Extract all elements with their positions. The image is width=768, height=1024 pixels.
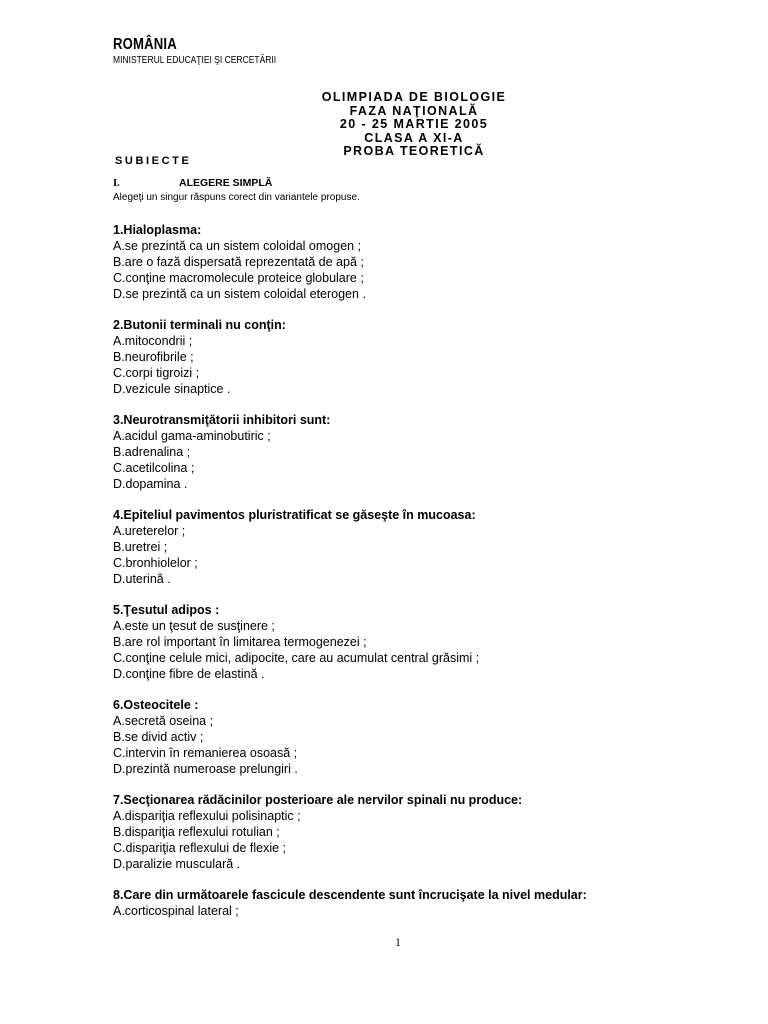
question-title: 5.Ţesutul adipos : — [113, 603, 220, 617]
answer-option: A.corticospinal lateral ; — [113, 904, 239, 918]
answer-option: C.conţine macromolecule proteice globulare ; — [113, 271, 364, 285]
question-block — [113, 697, 713, 777]
answer-option: C.corpi tigroizi ; — [113, 366, 200, 380]
section-title: ALEGERE SIMPLĂ — [179, 177, 273, 189]
question-title: 7.Secţionarea rădăcinilor posterioare ale nervilor spinali nu produce: — [113, 793, 523, 807]
question-block — [113, 792, 713, 872]
question-block — [113, 602, 713, 682]
answer-option: D.vezicule sinaptice . — [113, 382, 231, 396]
subjects-heading: SUBIECTE — [115, 155, 192, 167]
answer-option: D.uterină . — [113, 572, 171, 586]
answer-option: B.are rol important în limitarea termogenezei ; — [113, 635, 367, 649]
title-line: OLIMPIADA DE BIOLOGIE — [321, 90, 507, 104]
title-line: PROBA TEORETICĂ — [343, 144, 485, 159]
answer-option: D.paralizie musculară . — [113, 857, 241, 871]
answer-option: D.conţine fibre de elastină . — [113, 667, 265, 681]
question-block — [113, 412, 713, 492]
answer-option: A.ureterelor ; — [113, 524, 186, 538]
answer-option: A.dispariţia reflexului polisinaptic ; — [113, 809, 301, 823]
question-title: 8.Care din următoarele fascicule descendente sunt încrucişate la nivel medular: — [113, 888, 587, 902]
question-title: 3.Neurotransmiţătorii inhibitori sunt: — [113, 413, 331, 427]
question-title: 2.Butonii terminali nu conţin: — [113, 318, 286, 332]
section-instruction: Alegeţi un singur răspuns corect din variantele propuse. — [113, 192, 360, 203]
answer-option: A.mitocondrii ; — [113, 334, 193, 348]
title-line: CLASA A XI-A — [364, 130, 464, 145]
page-number: 1 — [395, 935, 401, 949]
title-line: FAZA NAŢIONALĂ — [349, 103, 479, 118]
question-block — [113, 317, 713, 397]
title-line: 20 - 25 MARTIE 2005 — [339, 117, 489, 132]
question-title: 6.Osteocitele : — [113, 698, 199, 712]
answer-option: A.este un ţesut de susţinere ; — [113, 619, 275, 633]
answer-option: C.acetilcolina ; — [113, 461, 195, 475]
country-heading: ROMÂNIA — [113, 36, 177, 53]
exam-title-block — [283, 91, 545, 159]
answer-option: A.se prezintă ca un sistem coloidal omogen ; — [113, 239, 362, 253]
section-heading — [113, 177, 272, 189]
answer-option: B.adrenalina ; — [113, 445, 191, 459]
answer-option: D.se prezintă ca un sistem coloidal eterogen . — [113, 287, 366, 301]
question-title: 1.Hialoplasma: — [113, 223, 202, 237]
answer-option: C.bronhiolelor ; — [113, 556, 198, 570]
answer-option: C.intervin în remanierea osoasă ; — [113, 746, 298, 760]
question-block — [113, 507, 713, 587]
document-page — [113, 36, 713, 918]
answer-option: B.neurofibrile ; — [113, 350, 194, 364]
answer-option: A.secretă oseina ; — [113, 714, 214, 728]
ministry-heading: MINISTERUL EDUCAŢIEI ŞI CERCETĂRII — [113, 55, 277, 66]
question-list — [113, 222, 713, 934]
answer-option: C.conţine celule mici, adipocite, care au acumulat central grăsimi ; — [113, 651, 480, 665]
question-title: 4.Epiteliul pavimentos pluristratificat se găseşte în mucoasa: — [113, 508, 476, 522]
answer-option: D.prezintă numeroase prelungiri . — [113, 762, 298, 776]
answer-option: C.dispariţia reflexului de flexie ; — [113, 841, 286, 855]
answer-option: B.uretrei ; — [113, 540, 168, 554]
answer-option: B.dispariţia reflexului rotulian ; — [113, 825, 280, 839]
answer-option: B.are o fază dispersată reprezentată de apă ; — [113, 255, 364, 269]
question-block — [113, 887, 713, 919]
section-number: I. — [113, 178, 120, 189]
answer-option: B.se divid activ ; — [113, 730, 204, 744]
question-block — [113, 222, 713, 302]
answer-option: A.acidul gama-aminobutiric ; — [113, 429, 271, 443]
answer-option: D.dopamina . — [113, 477, 188, 491]
